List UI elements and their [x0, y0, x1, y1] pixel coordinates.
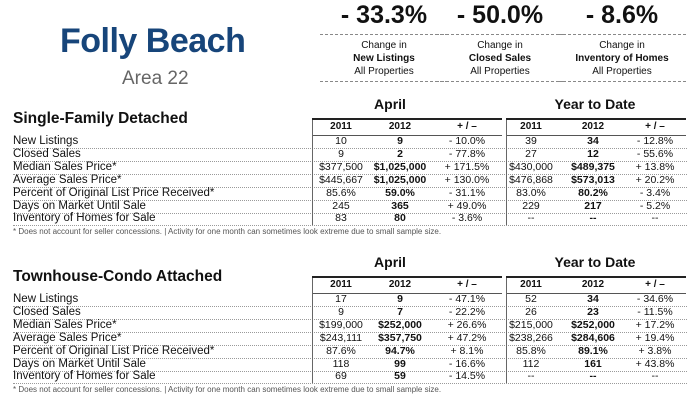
column-header: 2011	[330, 121, 352, 132]
page-title: Folly Beach	[60, 22, 246, 60]
column-header: + / –	[645, 121, 665, 132]
table-cell: 59.0%	[385, 186, 415, 199]
table-cell: - 31.1%	[448, 186, 486, 199]
table-cell: 9	[338, 147, 344, 160]
column-header: 2012	[388, 121, 412, 132]
table-cell: - 5.2%	[639, 199, 671, 212]
column-header: 2012	[581, 279, 605, 290]
table-cell: - 12.8%	[636, 135, 674, 147]
table-cell: + 49.0%	[447, 199, 487, 212]
table-cell: $1,025,000	[373, 173, 427, 186]
table-cell: $238,266	[509, 331, 553, 344]
column-divider	[506, 120, 507, 225]
table-cell: + 17.2%	[635, 318, 675, 331]
metric-caption	[436, 34, 564, 82]
table-cell: 27	[525, 147, 537, 160]
metric-caption-name: New Listings	[353, 53, 415, 64]
column-header: 2011	[520, 279, 542, 290]
table-cell: 52	[525, 293, 537, 305]
table-cell: 2	[397, 147, 403, 160]
table-cell: --	[589, 212, 597, 225]
table-cell: $377,500	[319, 160, 363, 173]
table-row	[13, 174, 687, 188]
section-title: Single-Family Detached	[13, 110, 188, 127]
table-cell: 9	[338, 305, 344, 318]
row-label: Closed Sales	[13, 147, 81, 160]
table-cell: + 26.6%	[447, 318, 487, 331]
table-cell: - 47.1%	[448, 293, 486, 305]
metric-inventory	[558, 0, 686, 82]
table-cell: 80	[394, 212, 406, 225]
row-label: Inventory of Homes for Sale	[13, 370, 156, 383]
table-cell: $489,375	[571, 160, 615, 173]
column-header: 2011	[330, 279, 352, 290]
row-label: New Listings	[13, 135, 79, 147]
table-cell: --	[527, 212, 535, 225]
metric-caption-name: Inventory of Homes	[575, 53, 669, 64]
table-cell: - 11.5%	[637, 305, 673, 318]
table-cell: $284,606	[571, 331, 615, 344]
table-cell: $1,025,000	[373, 160, 427, 173]
table-cell: 229	[522, 199, 540, 212]
column-header: + / –	[457, 279, 477, 290]
table-cell: 9	[397, 293, 403, 305]
metric-new-listings	[320, 0, 448, 82]
metric-caption-scope: All Properties	[592, 66, 652, 77]
column-header-row	[312, 118, 686, 133]
table-cell: - 14.5%	[448, 370, 486, 383]
metric-caption-line: Change in	[361, 40, 407, 51]
table-cell: 112	[522, 357, 540, 370]
table-cell: $430,000	[509, 160, 553, 173]
table-cell: 26	[525, 305, 537, 318]
table-cell: $252,000	[571, 318, 615, 331]
table-cell: - 10.0%	[448, 135, 486, 147]
metric-caption-scope: All Properties	[470, 66, 530, 77]
table-cell: 17	[335, 293, 347, 305]
area-subtitle: Area 22	[122, 68, 189, 89]
table-cell: 217	[584, 199, 602, 212]
table-cell: --	[651, 370, 659, 383]
row-label: Inventory of Homes for Sale	[13, 212, 156, 225]
footnote: * Does not account for seller concessions. | Activity for one month can sometimes look extreme due to small sample size.	[13, 385, 442, 395]
table-cell: 9	[397, 135, 403, 147]
table-cell: $357,750	[378, 331, 422, 344]
table-cell: - 3.4%	[639, 186, 671, 199]
column-header: 2012	[581, 121, 605, 132]
table-cell: + 43.8%	[635, 357, 675, 370]
table-row	[13, 332, 687, 346]
table-row	[13, 187, 687, 201]
metric-caption-name: Closed Sales	[468, 53, 532, 64]
table-row	[13, 370, 687, 384]
group-header-ytd: Year to Date	[554, 254, 636, 270]
table-cell: 34	[587, 293, 599, 305]
table-row	[13, 319, 687, 333]
table-cell: 161	[584, 357, 602, 370]
metric-caption	[558, 34, 686, 82]
group-header-april: April	[374, 254, 406, 270]
table-cell: - 77.8%	[448, 147, 486, 160]
table-cell: 245	[332, 199, 350, 212]
table-cell: 94.7%	[385, 344, 415, 357]
table-cell: + 130.0%	[444, 173, 490, 186]
footnote: * Does not account for seller concessions. | Activity for one month can sometimes look extreme due to small sample size.	[13, 227, 442, 237]
table-row	[13, 161, 687, 175]
row-label: Median Sales Price*	[13, 160, 117, 173]
row-label: Average Sales Price*	[13, 331, 122, 344]
table-cell: 83	[335, 212, 347, 225]
table-row	[13, 306, 687, 320]
table-row	[13, 148, 687, 162]
column-header: 2011	[520, 121, 542, 132]
table-cell: - 3.6%	[451, 212, 483, 225]
table-cell: - 22.2%	[448, 305, 486, 318]
row-label: Percent of Original List Price Received*	[13, 344, 215, 357]
table-cell: + 47.2%	[447, 331, 487, 344]
table-cell: + 3.8%	[638, 344, 672, 357]
metric-caption	[320, 34, 448, 82]
table-cell: --	[589, 370, 597, 383]
table-cell: + 19.4%	[635, 331, 675, 344]
group-header-ytd: Year to Date	[554, 96, 636, 112]
table-cell: --	[527, 370, 535, 383]
table-cell: $215,000	[509, 318, 553, 331]
table-cell: 85.8%	[516, 344, 546, 357]
table-cell: $243,111	[319, 331, 363, 344]
table-cell: + 13.8%	[635, 160, 675, 173]
table-cell: + 8.1%	[450, 344, 484, 357]
table-cell: $199,000	[319, 318, 363, 331]
row-label: Days on Market Until Sale	[13, 357, 146, 370]
table-cell: --	[651, 212, 659, 225]
table-cell: 118	[332, 357, 350, 370]
table-cell: 69	[335, 370, 347, 383]
table-cell: 87.6%	[326, 344, 356, 357]
table-cell: 59	[394, 370, 406, 383]
table-cell: 12	[587, 147, 599, 160]
table-row	[13, 200, 687, 214]
row-label: Average Sales Price*	[13, 173, 122, 186]
column-header: 2012	[388, 279, 412, 290]
table-row	[13, 345, 687, 359]
metric-closed-sales	[436, 0, 564, 82]
group-header-april: April	[374, 96, 406, 112]
row-label: Days on Market Until Sale	[13, 199, 146, 212]
row-label: New Listings	[13, 293, 79, 305]
table-row	[13, 212, 687, 226]
table-cell: 10	[335, 135, 347, 147]
table-cell: 7	[397, 305, 403, 318]
column-divider	[312, 120, 313, 225]
column-header: + / –	[457, 121, 477, 132]
table-cell: - 16.6%	[448, 357, 486, 370]
row-label: Closed Sales	[13, 305, 81, 318]
metric-value: - 50.0%	[456, 1, 544, 29]
section-title: Townhouse-Condo Attached	[13, 268, 223, 285]
table-cell: $252,000	[378, 318, 422, 331]
metric-value: - 8.6%	[585, 1, 659, 29]
column-header-row	[312, 276, 686, 291]
metric-caption-line: Change in	[477, 40, 523, 51]
table-cell: - 55.6%	[636, 147, 674, 160]
metric-caption-line: Change in	[599, 40, 645, 51]
metric-value: - 33.3%	[340, 1, 428, 29]
table-cell: $445,667	[319, 173, 363, 186]
row-label: Percent of Original List Price Received*	[13, 186, 215, 199]
table-cell: 34	[587, 135, 599, 147]
column-header: + / –	[645, 279, 665, 290]
row-label: Median Sales Price*	[13, 318, 117, 331]
metric-caption-scope: All Properties	[354, 66, 414, 77]
table-row	[13, 293, 687, 307]
table-cell: + 20.2%	[635, 173, 675, 186]
table-row	[13, 358, 687, 372]
table-cell: - 34.6%	[636, 293, 674, 305]
table-cell: 23	[587, 305, 599, 318]
table-cell: 89.1%	[578, 344, 608, 357]
table-cell: 80.2%	[578, 186, 608, 199]
table-row	[13, 135, 687, 149]
table-cell: + 171.5%	[444, 160, 490, 173]
column-divider	[312, 278, 313, 383]
table-cell: 99	[394, 357, 406, 370]
table-cell: 39	[525, 135, 537, 147]
table-cell: $476,868	[509, 173, 553, 186]
table-cell: 83.0%	[516, 186, 546, 199]
table-cell: 365	[391, 199, 409, 212]
table-cell: 85.6%	[326, 186, 356, 199]
table-cell: $573,013	[571, 173, 615, 186]
column-divider	[506, 278, 507, 383]
